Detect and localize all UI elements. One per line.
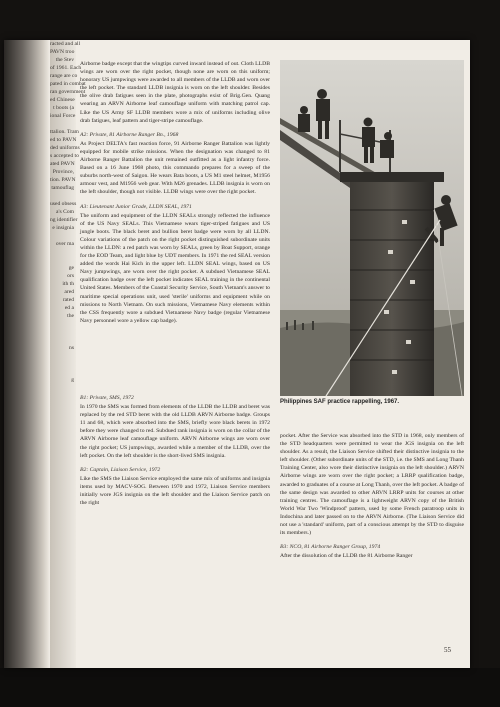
paragraph: As Project DELTA's fast reaction force, 91 Airborne Ranger Battalion was lightly equipped for mobile strike missions. When the designation was changed to 81 Airborne Ranger Battalion the unit remained outfitted as a light infantry force. Based on a 16 June 1968 photo, this commando prepares for a sweep of the suburbs north-west of Saigon. He wears Bata boots, a US M1 steel helmet, M1956 armour vest, and M1956 web gear. With M26 grenades. LLDB insignia is worn on the left shoulder, though not visible. LLDB wings were over the right pocket. [80,140,270,196]
facing-page-line [50,192,76,200]
facing-page-line: the [67,313,74,319]
facing-page-line [50,352,76,360]
rappelling-tower-photo [280,60,464,396]
facing-page-line: s accepted to [50,153,79,159]
facing-page-line [50,336,76,344]
facing-page-line: ith th [62,281,74,287]
facing-page-line: ional Force [50,113,76,119]
text-column-right-bottom [280,432,464,561]
section-heading: A2: Private, 81 Airborne Ranger Bn., 1968 [80,131,179,138]
facing-page-line: ed a [64,305,74,311]
facing-page-line [50,320,76,328]
section-heading: A3: Lieutenant Junior Grade, LLDN SEAL, 1971 [80,203,192,210]
facing-page-line: used obsess [50,201,77,207]
paragraph: pocket. After the Service was absorbed into the STD in 1968, only members of the STD headquarters were permitted to wear the JGS insignia on the left shoulder. As a result, the Liaison Service shifted their distinctive insignia to the left shoulder. (Other subordinate units of the STD, i.e. the SMS and Long Thanh Training Center, also wore their distinctive insignia on the left shoulder.) ARVN Airborne wings are worn over the right pocket; a LRRP qualification badge, awarded to graduates of a course at Long Thanh, over the left pocket. A badge of the same design was awarded to other ARVN LRRP units for courses at other training centres. The camouflage is a lightweight ARVN copy of the British World War Two 'Windproof' pattern, used by some French paratroop units in Indochina and later passed on to the ARVN Airborne. (The Liaison Service did not use a 'standard' uniform, part of a conscious attempt by the STD to disguise its members.) [280,433,464,537]
facing-page-line [50,248,76,256]
facing-page-line [50,328,76,336]
facing-page-line [50,368,76,376]
facing-page-line: a's Com [56,209,74,215]
facing-page-line [50,256,76,264]
facing-page-line: the Stev [55,57,74,63]
facing-page-line: ated PAVN [50,161,75,167]
paragraph: The uniform and equipment of the LLDN SEALs strongly reflected the influence of the US Navy SEALs. This Vietnamese wears tiger-striped fatigues and US jungle boots. The black beret and bullion beret badge were worn by all LLDN. Colour variations of the patch on the right pocket distinguished subordinate units within the LLDN: a red patch was worn by SEALs, green by Boat Support, orange for the EOD Team, and light blue by UDT members. In 1971 the red SEAL version added the words Hai Kich in the upper left. LLDN SEAL wings, based on US Navy jumpwings, are worn over the right pocket. A subdued Vietnamese SEAL qualification badge over the left pocket indicates SEAL training in the continental United States. Members of the Coastal Security Service, South Vietnam's answer to maritime special operations unit, used 'sterile' uniforms and equipment while on missions to North Vietnam. On such missions, Vietnamese Navy elements within the CSS frequently wore a subdued Vietnamese Navy badge (regular Vietnamese Navy personnel wore a yellow cap badge). [80,212,270,324]
text-column-left-top [80,60,270,326]
facing-page-line: pated in combat [50,81,86,87]
facing-page-line: g [71,377,74,383]
facing-page-line: ran government [50,89,86,95]
page-gutter [4,40,50,668]
facing-page-line: ttalion. Tram [50,129,79,135]
facing-page-line [50,232,76,240]
photograph [280,60,464,396]
facing-page-line: PAVN troo [50,49,75,55]
facing-page-line [50,120,76,128]
facing-page-line: over ma [55,241,74,247]
facing-page-line: tamouflag [51,185,74,191]
facing-page-line: range are co [50,73,78,79]
facing-page-line: tion. PAVN [50,177,76,183]
facing-page-line: e insignia [52,225,74,231]
section-heading: B2: Captain, Liaison Service, 1972 [80,466,161,473]
paragraph: Like the SMS the Liaison Service employed the same mix of uniforms and insignia items used by MACV-SOG. Between 1970 and 1972, Liaison Service members initially wore JGS insignia on the left shoulder and the Liaison Service patch on the right [80,475,270,507]
facing-page-line: ed Chinese [50,97,75,103]
facing-page-line: ns [69,345,74,351]
section-heading: B1: Private, SMS, 1972 [80,395,134,401]
facing-page-line: t boots (a [53,105,74,111]
facing-page-line: ded uniforms [50,145,80,151]
facing-page-line [50,360,76,368]
photo-caption: Philippines SAF practice rappelling, 1967. [280,399,400,405]
paragraph: Airborne badge except that the wingtips curved inward instead of out. Cloth LLDB wings are worn over the right pocket, though none are worn on this uniform; honorary US jumpwings were awarded to all members of the LLDB and worn over the left pocket. The standard LLDB insignia is worn on the left shoulder. Besides the olive drab fatigues seen in the plate, photographs exist of Brig.Gen. Quang wearing an ARVN Airborne leaf camouflage uniform with matching patrol cap. Like the US Army SF LLDB members wore a mix of uniforms including olive drab fatigues, leaf pattern and tiger-stripe camouflage. [80,61,270,124]
facing-page-line: Province, [52,169,74,175]
paragraph: In 1970 the SMS was formed from elements of the LLDB the LLDB and beret was replaced by the red STD beret with the old LLDB ARVN Airborne badge. Groups 11 and 68, which were absorbed into the SMS, briefly wore black berets in 1972 before they were changed to red. Subdued rank insignia is worn on the collar of the ARVN Airborne leaf camouflage uniform. ARVN Airborne wings are worn over the right pocket; US jumpwings, awarded while a member of the LLDB, over the left pocket. On the left shoulder is the short-lived SMS insignia. [80,404,270,459]
book-page [4,40,470,668]
facing-page-line: ge [68,265,74,271]
section-heading: B3: NCO, 81 Airborne Ranger Group, 1974 [280,544,381,551]
facing-page-line: of 1961. Each [50,65,82,71]
paragraph: After the dissolution of the LLDB the 81 Airborne Ranger [280,553,413,560]
background-shadow [0,668,500,707]
facing-page-line: ared [64,289,74,295]
facing-page-line: ed to PAVN [50,137,77,143]
facing-page-text-fragment [50,40,86,668]
facing-page-line: racted and all [50,41,81,47]
facing-page-line: rated [62,297,74,303]
text-column-left-bottom [80,388,270,508]
facing-page-line: ng identifier [50,217,78,223]
page-number: 55 [444,646,451,654]
facing-page-line: ors [67,273,74,279]
